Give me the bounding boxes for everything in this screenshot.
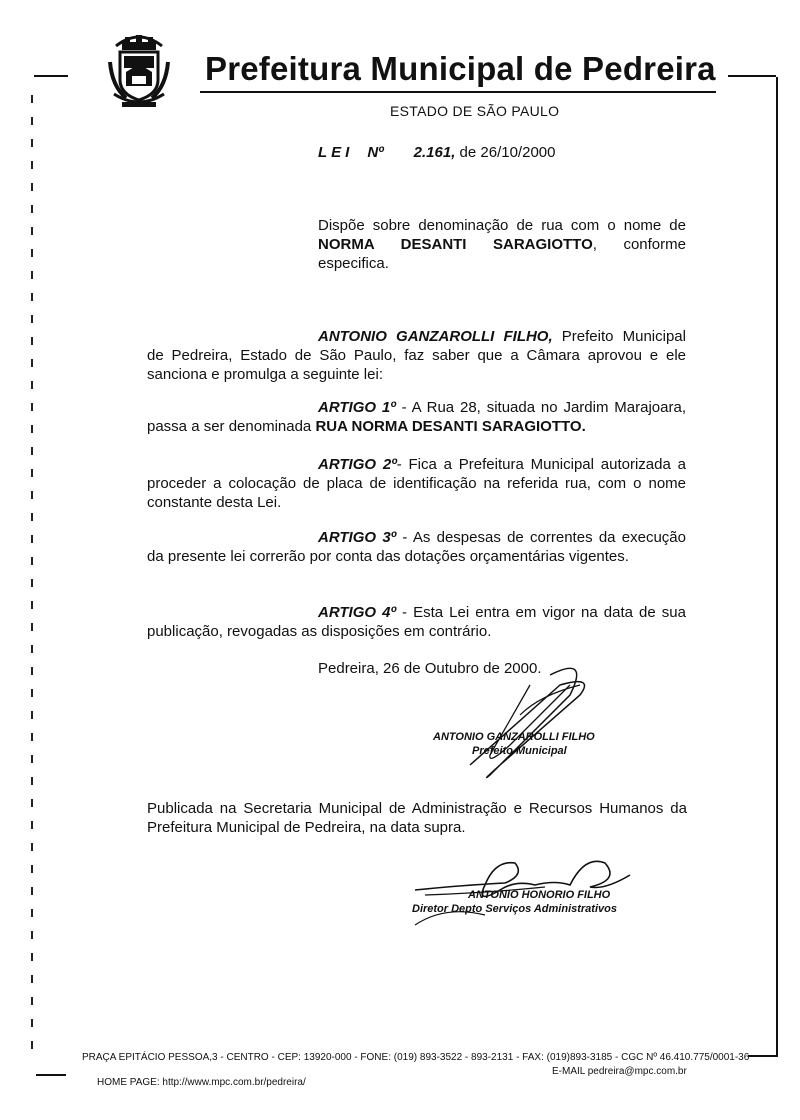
footer-left-rule (36, 1074, 66, 1076)
margin-tick (31, 337, 33, 345)
margin-tick (31, 205, 33, 213)
director-signature-name: ANTONIO HONORIO FILHO (468, 889, 611, 901)
margin-tick (31, 1019, 33, 1027)
preamble (147, 327, 686, 384)
margin-tick (31, 491, 33, 499)
margin-tick (31, 667, 33, 675)
margin-tick (31, 271, 33, 279)
margin-tick (31, 315, 33, 323)
law-summary (318, 216, 686, 273)
margin-tick (31, 733, 33, 741)
margin-tick (31, 117, 33, 125)
margin-tick (31, 777, 33, 785)
law-date: de 26/10/2000 (459, 144, 556, 161)
margin-tick (31, 623, 33, 631)
article-text: - Esta Lei entra em vigor na data de sua publicação, revogadas as disposições em contrário. (147, 604, 686, 640)
footer-homepage: HOME PAGE: http://www.mpc.com.br/pedreira/ (97, 1077, 306, 1088)
margin-tick (31, 425, 33, 433)
margin-tick (31, 1041, 33, 1049)
article-label: ARTIGO 2º (318, 456, 397, 473)
summary-honoree-name: NORMA DESANTI SARAGIOTTO (318, 236, 593, 253)
margin-tick (31, 161, 33, 169)
article-label: ARTIGO 1º (318, 399, 396, 416)
margin-tick (31, 711, 33, 719)
margin-tick (31, 513, 33, 521)
margin-tick (31, 755, 33, 763)
margin-tick (31, 557, 33, 565)
right-border (776, 77, 778, 1055)
margin-tick (31, 953, 33, 961)
footer-email: E-MAIL pedreira@mpc.com.br (552, 1066, 687, 1077)
margin-tick (31, 469, 33, 477)
margin-tick (31, 249, 33, 257)
law-number-sign: Nº (367, 144, 384, 161)
publication-note: Publicada na Secretaria Municipal de Administração e Recursos Humanos da Prefeitura Municipal de Pedreira, na data supra. (147, 800, 687, 836)
state-line: ESTADO DE SÃO PAULO (390, 103, 560, 119)
header-right-rule (728, 75, 776, 77)
law-label: LEI (318, 144, 354, 161)
article-text: - Fica a Prefeitura Municipal autorizada a proceder a colocação de placa de identificação na referida rua, com o nome constante desta Lei. (147, 456, 686, 511)
mayor-name: ANTONIO GANZAROLLI FILHO, (318, 328, 553, 345)
margin-tick (31, 909, 33, 917)
margin-tick (31, 579, 33, 587)
margin-tick (31, 139, 33, 147)
header-title: Prefeitura Municipal de Pedreira (205, 50, 716, 87)
margin-tick (31, 95, 33, 103)
footer-address: PRAÇA EPITÁCIO PESSOA,3 - CENTRO - CEP: 13920-000 - FONE: (019) 893-3522 - 893-2131 - FAX: (019)893-3185 - CGC Nº 46.410.775/0001-36 (82, 1052, 750, 1063)
margin-tick (31, 799, 33, 807)
margin-tick (31, 403, 33, 411)
margin-tick (31, 227, 33, 235)
article-1 (147, 398, 686, 436)
mayor-signature-role: Prefeito Municipal (472, 745, 567, 757)
margin-tick (31, 535, 33, 543)
margin-tick (31, 975, 33, 983)
article-3 (147, 528, 686, 566)
margin-tick (31, 447, 33, 455)
director-signature-role: Diretor Depto Serviços Administrativos (412, 903, 617, 915)
article-text: - A Rua 28, situada no Jardim Marajoara, passa a ser denominada (147, 399, 686, 435)
preamble-text: Prefeito Municipal de Pedreira, Estado de São Paulo, faz saber que a Câmara aprovou e ele sanciona e promulga a seguinte lei: (147, 328, 686, 383)
article-4 (147, 603, 686, 641)
margin-tick (31, 359, 33, 367)
summary-text-end: , conforme especifica. (318, 236, 686, 272)
margin-tick (31, 645, 33, 653)
margin-tick (31, 821, 33, 829)
header-underline (200, 91, 716, 93)
header-left-rule (34, 75, 68, 77)
mayor-signature-name: ANTONIO GANZAROLLI FILHO (433, 731, 595, 743)
mayor-signature (430, 655, 600, 785)
margin-tick (31, 183, 33, 191)
margin-tick (31, 843, 33, 851)
margin-tick (31, 865, 33, 873)
summary-text: Dispõe sobre denominação de rua com o nome de (318, 217, 686, 234)
article-text: - As despesas de correntes da execução da presente lei correrão por conta das dotações orçamentárias vigentes. (147, 529, 686, 565)
margin-tick (31, 997, 33, 1005)
margin-tick (31, 601, 33, 609)
crest-logo (108, 28, 170, 110)
margin-tick (31, 931, 33, 939)
article-label: ARTIGO 4º (318, 604, 396, 621)
article-emphasis: RUA NORMA DESANTI SARAGIOTTO. (315, 418, 586, 435)
article-label: ARTIGO 3º (318, 529, 397, 546)
law-number: 2.161, (413, 144, 456, 161)
article-2 (147, 455, 686, 512)
margin-tick (31, 887, 33, 895)
margin-tick (31, 381, 33, 389)
margin-tick (31, 293, 33, 301)
footer-right-rule (748, 1055, 778, 1057)
date-line: Pedreira, 26 de Outubro de 2000. (318, 660, 542, 677)
margin-tick (31, 689, 33, 697)
law-number-line (318, 144, 555, 161)
